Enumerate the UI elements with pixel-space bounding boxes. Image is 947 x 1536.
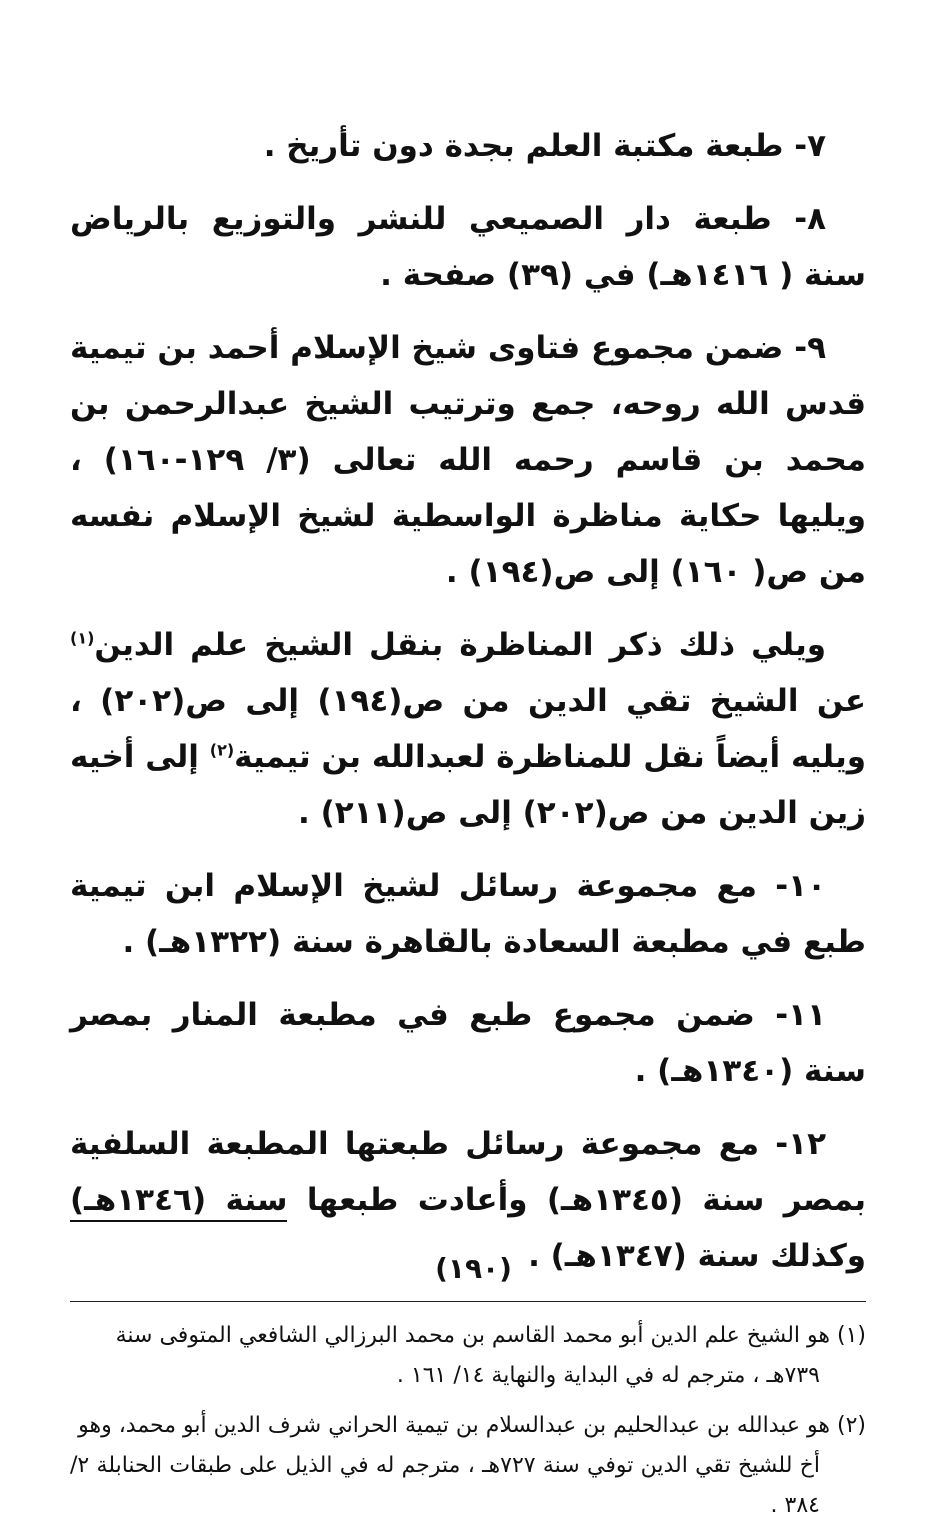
underlined-text: سنة (١٣٤٦هـ): [70, 1182, 287, 1222]
list-item-12-part-1: ١٢- مع مجموعة رسائل طبعتها المطبعة السلفية بمصر سنة (١٣٤٥هـ) وأعادت طبعها: [70, 1126, 866, 1218]
page-number: (١٩٠): [435, 1252, 512, 1285]
footnote-ref-2: (٢): [209, 740, 235, 760]
list-item-8: ٨- طبعة دار الصميعي للنشر والتوزيع بالرياض سنة ( ١٤١٦هـ) في (٣٩) صفحة .: [70, 201, 866, 293]
footnote-2-line-2: أخ للشيخ تقي الدين توفي سنة ٧٢٧هـ ، مترجم له في الذيل على طبقات الحنابلة ٢/ ٣٨٤ .: [70, 1453, 820, 1518]
list-item-9: ٩- ضمن مجموع فتاوى شيخ الإسلام أحمد بن تيمية قدس الله روحه، جمع وترتيب الشيخ عبدالرحمن بن محمد بن قاسم رحمه الله تعالى (٣/ ١٢٩-١٦٠) ، ويليها حكاية مناظرة الواسطية لشيخ الإسلام نفسه من ص( ١٦٠) إلى ص(١٩٤) .: [70, 330, 866, 590]
page-body: [70, 118, 866, 1536]
list-item-10: ١٠- مع مجموعة رسائل لشيخ الإسلام ابن تيمية طبع في مطبعة السعادة بالقاهرة سنة (١٣٢٢هـ) .: [70, 868, 866, 960]
list-item-11: ١١- ضمن مجموع طبع في مطبعة المنار بمصر سنة (١٣٤٠هـ) .: [70, 997, 866, 1089]
paragraph-text-part-2: عن الشيخ تقي الدين من ص(١٩٤) إلى ص(٢٠٢) ، ويليه أيضاً نقل للمناظرة لعبدالله بن تيمية: [70, 683, 866, 775]
paragraph-text-part-3: إلى أخيه زين الدين من ص(٢٠٢) إلى ص(٢١١) .: [70, 739, 866, 831]
footnote-ref-1: (١): [70, 628, 95, 648]
footnote-separator: [70, 1301, 866, 1302]
footnote-1: [70, 1316, 866, 1396]
list-item-7: ٧- طبعة مكتبة العلم بجدة دون تأريخ .: [263, 128, 826, 164]
paragraph-text-part-1: ويلي ذلك ذكر المناظرة بنقل الشيخ علم الدين: [94, 627, 826, 663]
list-item-12-part-2: وكذلك سنة (١٣٤٧هـ) .: [528, 1238, 866, 1274]
paragraph-munazara: [70, 617, 866, 841]
footnote-2: [70, 1406, 866, 1526]
footnote-1-line-1: (١) هو الشيخ علم الدين أبو محمد القاسم بن محمد البرزالي الشافعي المتوفى سنة: [115, 1323, 866, 1348]
footnote-1-line-2: ٧٣٩هـ ، مترجم له في البداية والنهاية ١٤/ ١٦١ .: [396, 1363, 820, 1388]
footnote-2-line-1: (٢) هو عبدالله بن عبدالحليم بن عبدالسلام بن تيمية الحراني شرف الدين أبو محمد، وهو: [78, 1413, 866, 1438]
